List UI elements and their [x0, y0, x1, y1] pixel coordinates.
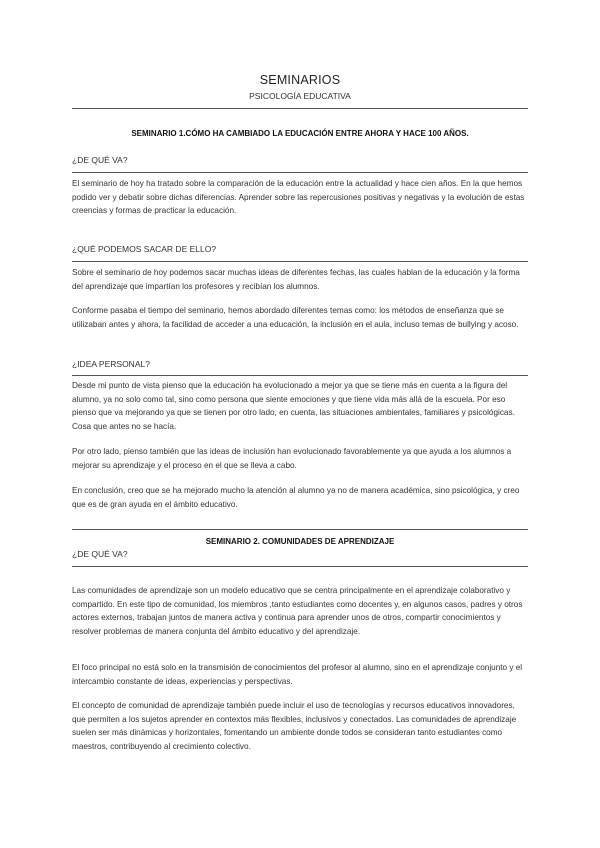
section-divider: [72, 529, 528, 530]
header-divider: [72, 108, 528, 109]
page-subtitle: PSICOLOGÍA EDUCATIVA: [249, 91, 351, 101]
section-divider: [72, 566, 528, 567]
seminar1-question-what: ¿DE QUÉ VA?: [72, 155, 128, 165]
page-title: SEMINARIOS: [259, 73, 341, 87]
seminar2-paragraph-3: El concepto de comunidad de aprendizaje también puede incluir el uso de tecnologías y recursos educativos innovadores, que permiten a los sujetos aprender en contextos más flexibles, inclusivos y conectados. Las comunidades de aprendizaje suelen ser más dinámicas y horizontales, fomentando un ambiente donde todos se consideran tanto estudiantes como maestros, contribuyendo al crecimiento colectivo.: [72, 701, 517, 751]
seminar2-heading: SEMINARIO 2. COMUNIDADES DE APRENDIZAJE: [205, 537, 395, 546]
seminar1-personal-paragraph-1: Desde mi punto de vista pienso que la educación ha evolucionado a mejor ya que se tiene más en cuenta a la figura del alumno, ya no solo como tal, sino como persona que siente emociones y que tiene vida más allá de la escuela. Por eso pienso que va mejorando ya que se tienen por otro lado, en cuenta, las situaciones ambientales, familiares y psicológicas. Cosa que antes no se hacía.: [72, 381, 515, 431]
seminar1-personal-paragraph-3: En conclusión, creo que se ha mejorado mucho la atención al alumno ya no de manera académica, sino psicológica, y creo que es de gran ayuda en el ámbito educativo.: [72, 486, 520, 509]
seminar1-takeaway-paragraph-2: Conforme pasaba el tiempo del seminario, hemos abordado diferentes temas como: los métodos de enseñanza que se utilizaban antes y ahora, la facilidad de acceder a una educación, la inclusión en el aula, incluso temas de bullying y acoso.: [72, 306, 519, 329]
seminar1-personal-paragraph-2: Por otro lado, pienso también que las ideas de inclusión han evolucionado favorablemente ya que ayuda a los alumnos a mejorar su aprendizaje y el proceso en el que se lleva a cabo.: [72, 447, 512, 470]
seminar1-what-paragraph: El seminario de hoy ha tratado sobre la comparación de la educación entre la actualidad y hace cien años. En la que hemos podido ver y debatir sobre dichas diferencias. Aprender sobre las repercusiones positivas y negativas y la evolución de estas creencias y formas de practicar la educación.: [72, 179, 525, 216]
seminar1-question-takeaway: ¿QUÉ PODEMOS SACAR DE ELLO?: [72, 244, 217, 254]
section-divider: [72, 172, 528, 173]
seminar1-question-personal: ¿IDEA PERSONAL?: [72, 359, 150, 369]
seminar2-question-what: ¿DE QUÉ VA?: [72, 549, 128, 559]
seminar2-paragraph-1: Las comunidades de aprendizaje son un modelo educativo que se centra principalmente en el aprendizaje colaborativo y compartido. En este tipo de comunidad, los miembros ,tanto estudiantes como docentes y, en algunos casos, padres y otros actores externos, trabajan juntos de manera activa y continua para aprender unos de otros, compartir conocimientos y resolver problemas de manera conjunta del ámbito educativo y del aprendizaje.: [72, 586, 523, 636]
section-divider: [72, 375, 528, 376]
seminar1-heading: SEMINARIO 1.CÓMO HA CAMBIADO LA EDUCACIÓN ENTRE AHORA Y HACE 100 AÑOS.: [131, 129, 469, 138]
section-divider: [72, 261, 528, 262]
seminar2-paragraph-2: El foco principal no está solo en la transmisión de conocimientos del profesor al alumno, sino en el aprendizaje conjunto y el intercambio constante de ideas, experiencias y perspectivas.: [72, 663, 523, 686]
seminar1-takeaway-paragraph-1: Sobre el seminario de hoy podemos sacar muchas ideas de diferentes fechas, las cuales hablan de la educación y la forma del aprendizaje que impartían los profesores y recibían los alumnos.: [72, 268, 520, 291]
